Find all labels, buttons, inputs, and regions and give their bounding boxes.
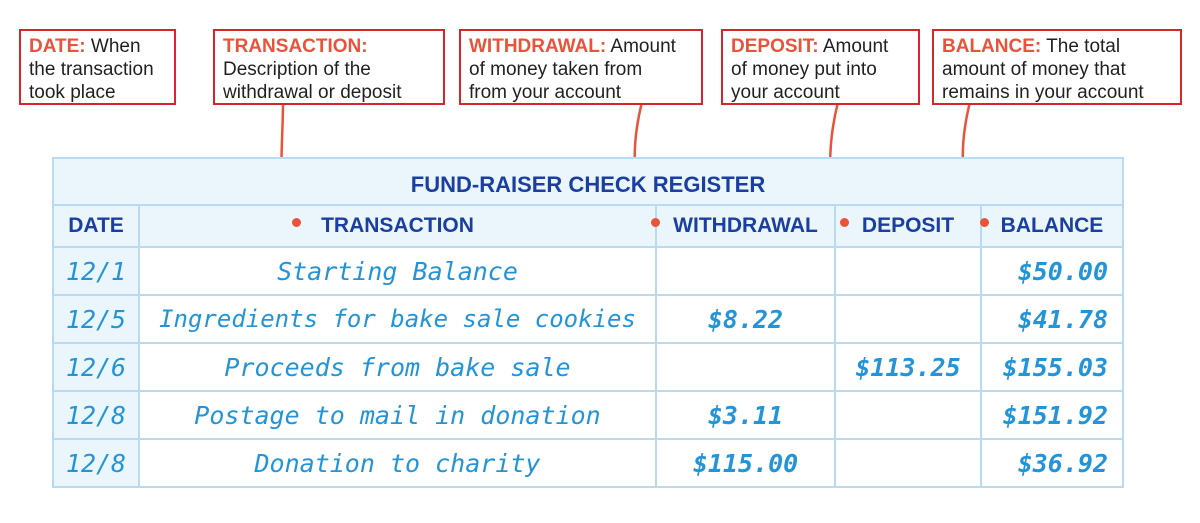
row-balance: $155.03 — [981, 343, 1123, 391]
connector-dot-transaction — [292, 218, 301, 227]
header-balance: BALANCE — [981, 205, 1123, 247]
table-row — [53, 439, 1123, 487]
row-date: 12/8 — [53, 439, 139, 487]
row-balance: $41.78 — [981, 295, 1123, 343]
callout-transaction — [213, 29, 445, 105]
row-transaction: Postage to mail in donation — [139, 391, 656, 439]
header-transaction: TRANSACTION — [139, 205, 656, 247]
row-deposit — [835, 247, 981, 295]
callout-transaction-desc-3: withdrawal or deposit — [223, 82, 402, 103]
callout-withdrawal-desc-1: Amount — [606, 36, 676, 57]
header-withdrawal: WITHDRAWAL — [656, 205, 835, 247]
row-deposit — [835, 391, 981, 439]
header-deposit: DEPOSIT — [835, 205, 981, 247]
callout-deposit-desc-3: your account — [731, 82, 840, 103]
row-withdrawal — [656, 247, 835, 295]
header-date: DATE — [53, 205, 139, 247]
row-transaction: Starting Balance — [139, 247, 656, 295]
callout-transaction-desc-2: Description of the — [223, 59, 371, 80]
callout-withdrawal-term: WITHDRAWAL: — [469, 36, 607, 57]
callout-date-term: DATE: — [29, 36, 86, 57]
row-deposit — [835, 295, 981, 343]
table-row — [53, 247, 1123, 295]
row-deposit: $113.25 — [835, 343, 981, 391]
row-date: 12/1 — [53, 247, 139, 295]
callout-deposit-desc-1: Amount — [818, 36, 889, 57]
row-deposit — [835, 439, 981, 487]
callout-withdrawal — [459, 29, 703, 105]
row-balance: $50.00 — [981, 247, 1123, 295]
connector-dot-balance — [980, 218, 989, 227]
row-transaction: Proceeds from bake sale — [139, 343, 656, 391]
callout-balance-term: BALANCE: — [942, 36, 1042, 57]
callout-date — [19, 29, 176, 105]
row-withdrawal — [656, 343, 835, 391]
row-withdrawal: $115.00 — [656, 439, 835, 487]
table-row — [53, 343, 1123, 391]
callout-balance-desc-1: The total — [1041, 36, 1121, 57]
callout-date-desc-3: took place — [29, 82, 116, 103]
register-header-row — [53, 205, 1123, 247]
callout-date-desc-2: the transaction — [29, 59, 154, 80]
row-date: 12/8 — [53, 391, 139, 439]
callout-withdrawal-desc-3: from your account — [469, 82, 622, 103]
callout-date-desc-1: When — [85, 36, 141, 57]
row-balance: $36.92 — [981, 439, 1123, 487]
callout-transaction-term: TRANSACTION: — [223, 36, 368, 57]
callout-balance — [932, 29, 1182, 105]
row-transaction: Donation to charity — [139, 439, 656, 487]
row-date: 12/5 — [53, 295, 139, 343]
callout-deposit-desc-2: of money put into — [731, 59, 877, 80]
check-register-table — [52, 157, 1124, 488]
row-withdrawal: $3.11 — [656, 391, 835, 439]
connector-dot-deposit — [840, 218, 849, 227]
table-row — [53, 391, 1123, 439]
row-withdrawal: $8.22 — [656, 295, 835, 343]
callout-balance-desc-2: amount of money that — [942, 59, 1126, 80]
callout-deposit — [721, 29, 920, 105]
row-transaction: Ingredients for bake sale cookies — [139, 295, 656, 343]
row-balance: $151.92 — [981, 391, 1123, 439]
row-date: 12/6 — [53, 343, 139, 391]
table-row — [53, 295, 1123, 343]
connector-dot-withdrawal — [651, 218, 660, 227]
callout-withdrawal-desc-2: of money taken from — [469, 59, 643, 80]
callout-deposit-term: DEPOSIT: — [731, 36, 819, 57]
register-title: FUND-RAISER CHECK REGISTER — [53, 158, 1123, 205]
callout-balance-desc-3: remains in your account — [942, 82, 1144, 103]
